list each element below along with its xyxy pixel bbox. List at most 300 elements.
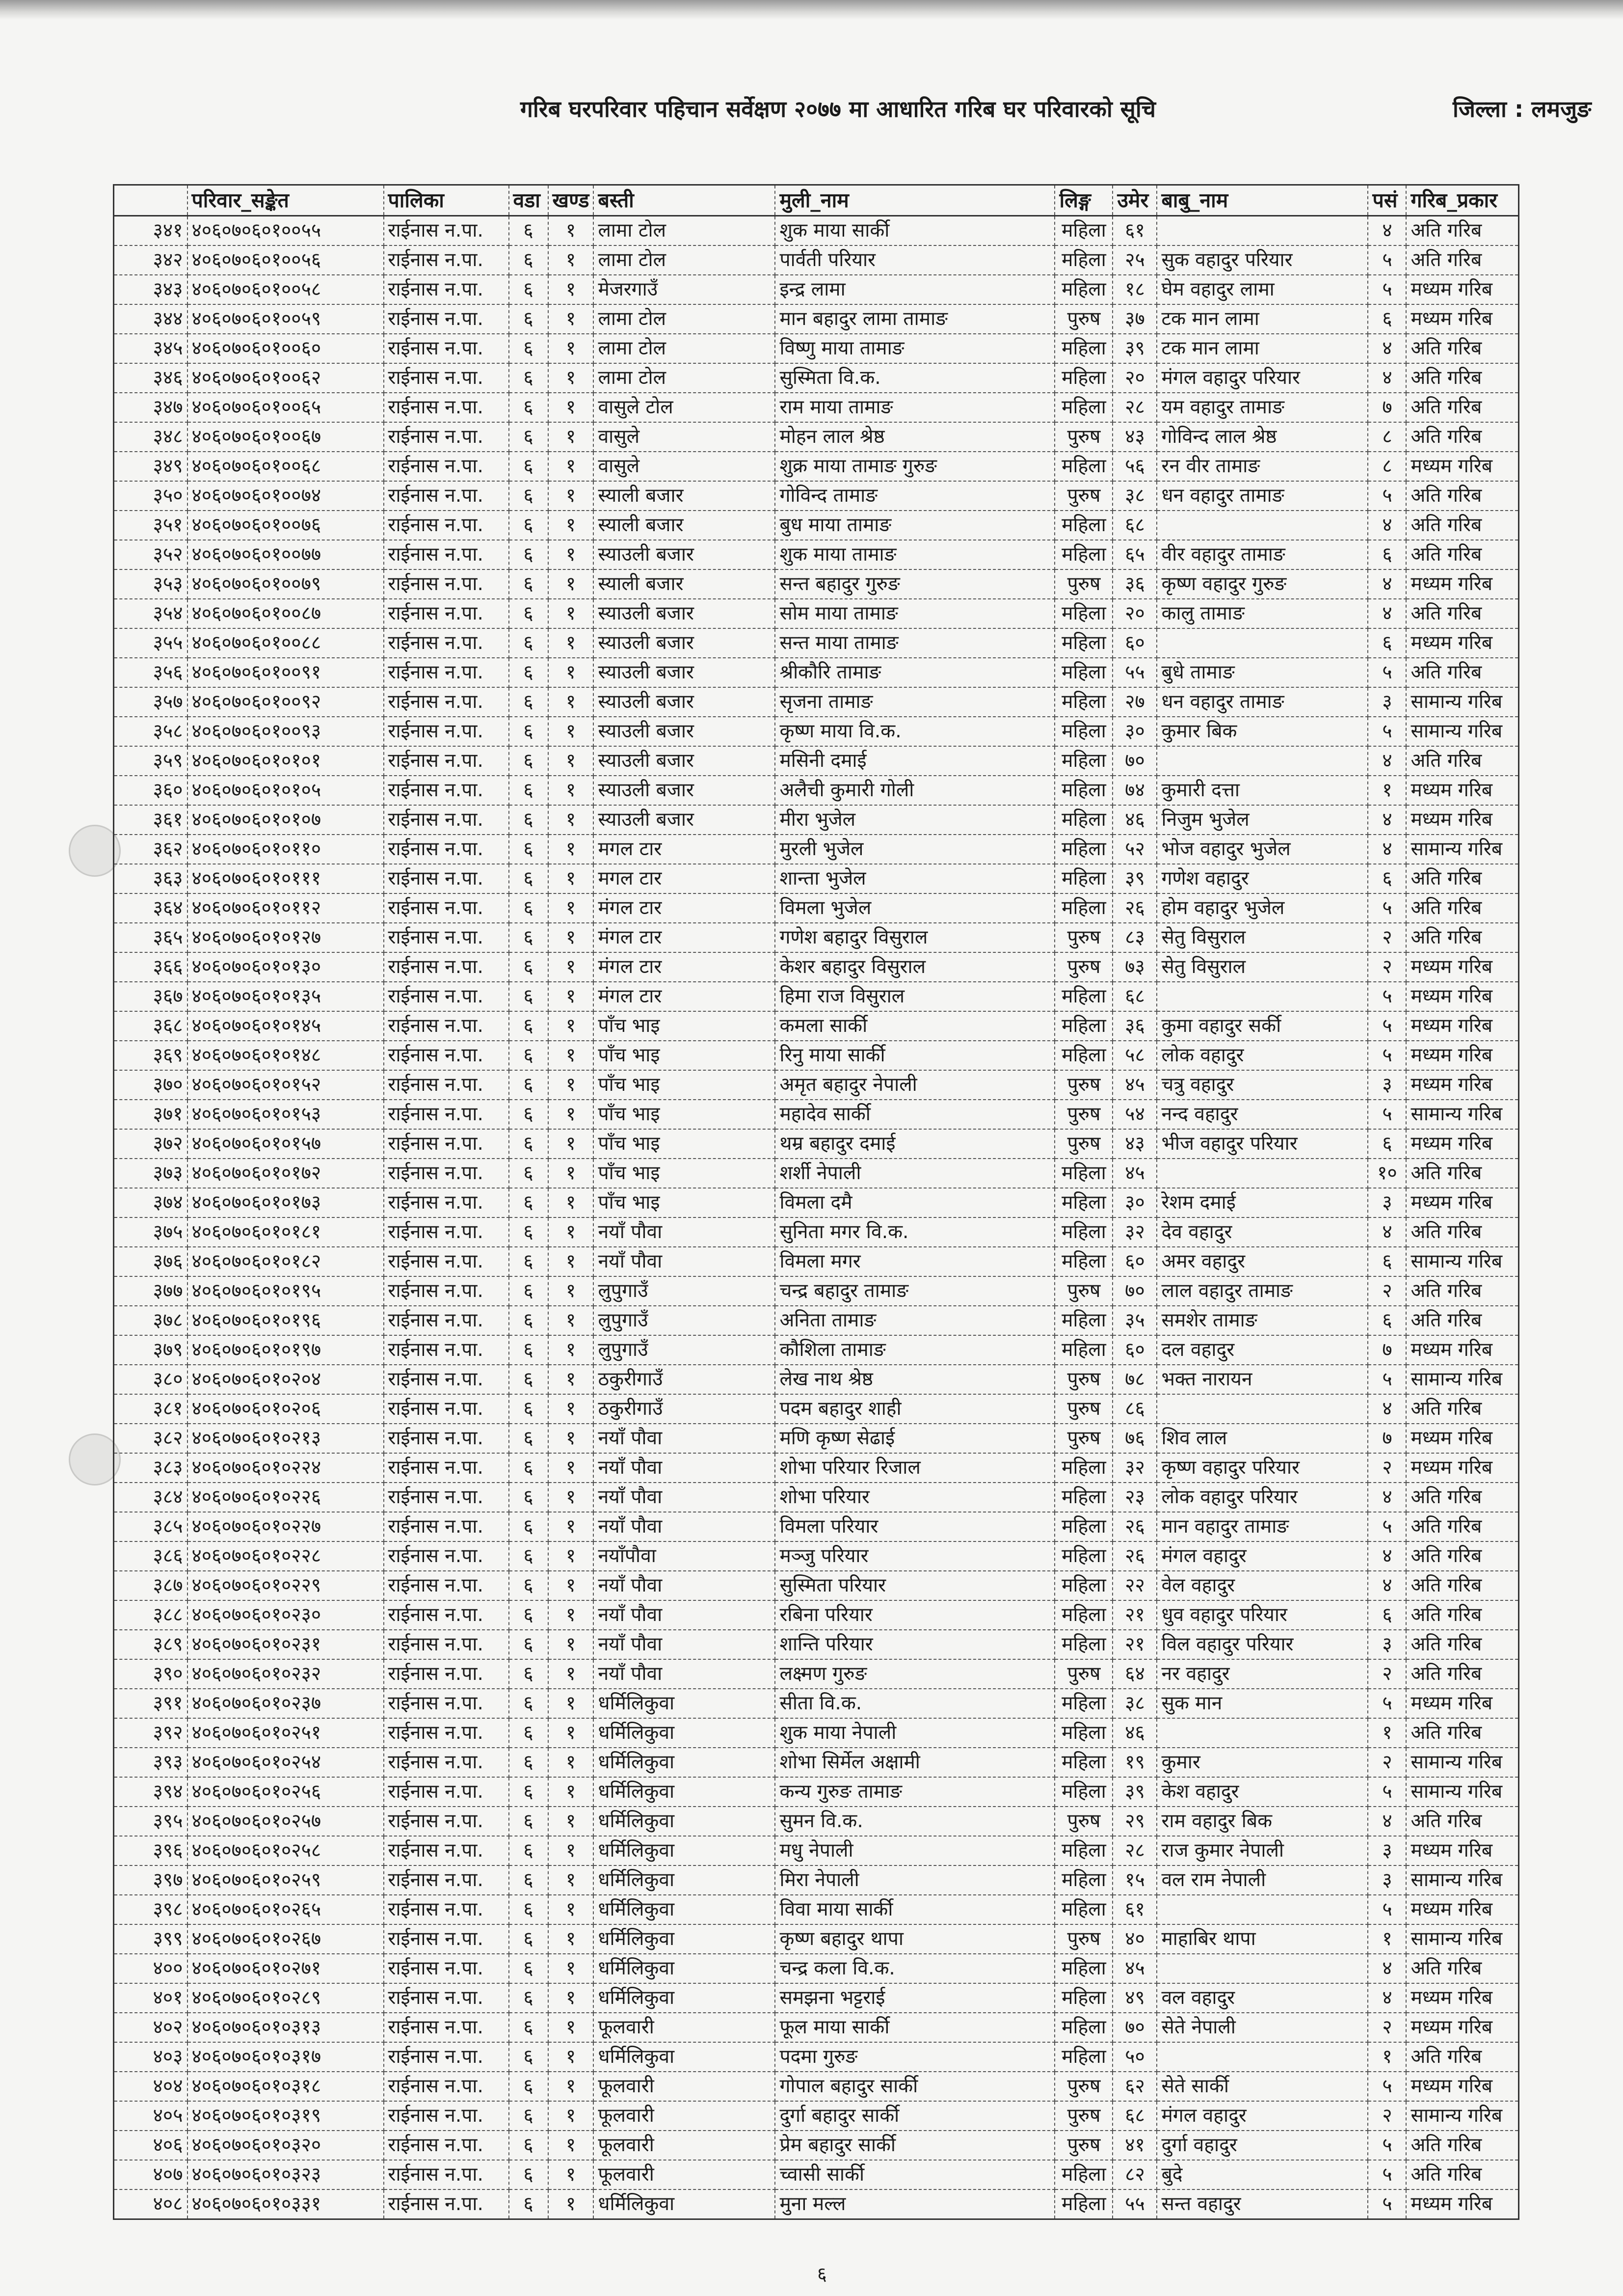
cell-head-name: पदम बहादुर शाही (775, 1394, 1055, 1424)
cell-poverty-type: अति गरिब (1406, 923, 1518, 952)
cell-age: ७६ (1113, 1424, 1157, 1453)
cell-municipality: राईनास न.पा. (384, 1865, 509, 1895)
table-row (114, 2042, 1519, 2072)
cell-serial: ३८९ (114, 1630, 187, 1659)
cell-settlement: पाँच भाइ (593, 1129, 775, 1159)
cell-ward: ६ (509, 1483, 548, 1512)
cell-municipality: राईनास न.पा. (384, 481, 509, 511)
table-row (114, 835, 1519, 864)
cell-municipality: राईनास न.पा. (384, 1070, 509, 1100)
cell-municipality: राईनास न.पा. (384, 599, 509, 628)
cell-family-size: ७ (1368, 1335, 1406, 1365)
cell-ward: ६ (509, 275, 548, 304)
cell-head-name: समझना भट्टराई (775, 1983, 1055, 2013)
cell-gender: महिला (1055, 511, 1113, 540)
cell-head-name: मुरली भुजेल (775, 835, 1055, 864)
cell-age: ३२ (1113, 1453, 1157, 1483)
column-header-settlement: बस्ती (593, 185, 775, 216)
cell-household-code: ४०६०७०६०१०११० (187, 835, 384, 864)
cell-father-name (1157, 628, 1368, 658)
cell-father-name: रन वीर तामाङ (1157, 452, 1368, 481)
cell-gender: महिला (1055, 334, 1113, 363)
cell-age: २६ (1113, 893, 1157, 923)
cell-municipality: राईनास न.पा. (384, 1924, 509, 1954)
cell-head-name: मसिनी दमाई (775, 746, 1055, 776)
cell-serial: ३५७ (114, 687, 187, 717)
cell-block: १ (548, 304, 594, 334)
cell-ward: ६ (509, 1188, 548, 1217)
cell-father-name: वल राम नेपाली (1157, 1865, 1368, 1895)
cell-household-code: ४०६०७०६०१०३१९ (187, 2101, 384, 2131)
cell-age: १५ (1113, 1865, 1157, 1895)
cell-block: १ (548, 658, 594, 687)
cell-serial: ३७६ (114, 1247, 187, 1276)
cell-ward: ६ (509, 2101, 548, 2131)
cell-father-name: धन वहादुर तामाङ (1157, 687, 1368, 717)
cell-gender: पुरुष (1055, 569, 1113, 599)
cell-poverty-type: अति गरिब (1406, 1571, 1518, 1600)
cell-poverty-type: अति गरिब (1406, 1512, 1518, 1541)
cell-municipality: राईनास न.पा. (384, 1306, 509, 1335)
cell-municipality: राईनास न.पा. (384, 1541, 509, 1571)
cell-father-name (1157, 2042, 1368, 2072)
cell-household-code: ४०६०७०६०१०१०७ (187, 805, 384, 835)
cell-municipality: राईनास न.पा. (384, 1807, 509, 1836)
cell-settlement: नयाँ पौवा (593, 1247, 775, 1276)
cell-household-code: ४०६०७०६०१०२५८ (187, 1836, 384, 1865)
table-row (114, 275, 1519, 304)
cell-ward: ६ (509, 1070, 548, 1100)
cell-settlement: लामा टोल (593, 334, 775, 363)
cell-family-size: ५ (1368, 1777, 1406, 1807)
cell-head-name: कौशिला तामाङ (775, 1335, 1055, 1365)
cell-municipality: राईनास न.पा. (384, 2160, 509, 2189)
cell-father-name (1157, 1718, 1368, 1748)
cell-family-size: ५ (1368, 1041, 1406, 1070)
cell-serial: ३५८ (114, 717, 187, 746)
cell-family-size: ४ (1368, 1983, 1406, 2013)
cell-block: १ (548, 275, 594, 304)
cell-household-code: ४०६०७०६०१०२२९ (187, 1571, 384, 1600)
cell-poverty-type: अति गरिब (1406, 1394, 1518, 1424)
cell-ward: ६ (509, 599, 548, 628)
cell-head-name: महादेव सार्की (775, 1100, 1055, 1129)
cell-age: २२ (1113, 1571, 1157, 1600)
cell-family-size: ३ (1368, 1630, 1406, 1659)
cell-serial: ३५९ (114, 746, 187, 776)
cell-ward: ६ (509, 1571, 548, 1600)
cell-household-code: ४०६०७०६०१०२२८ (187, 1541, 384, 1571)
cell-poverty-type: मध्यम गरिब (1406, 1983, 1518, 2013)
cell-poverty-type: मध्यम गरिब (1406, 1836, 1518, 1865)
cell-head-name: प्रेम बहादुर सार्की (775, 2131, 1055, 2160)
cell-age: २१ (1113, 1630, 1157, 1659)
cell-poverty-type: अति गरिब (1406, 334, 1518, 363)
cell-gender: पुरुष (1055, 1100, 1113, 1129)
cell-head-name: मान बहादुर लामा तामाङ (775, 304, 1055, 334)
cell-family-size: ३ (1368, 687, 1406, 717)
cell-gender: महिला (1055, 1983, 1113, 2013)
cell-ward: ६ (509, 1129, 548, 1159)
table-row (114, 1453, 1519, 1483)
cell-household-code: ४०६०७०६०१०२३० (187, 1600, 384, 1630)
cell-household-code: ४०६०७०६०१०१३५ (187, 982, 384, 1011)
cell-age: ६१ (1113, 216, 1157, 246)
cell-household-code: ४०६०७०६०१०२२६ (187, 1483, 384, 1512)
district-label: जिल्ला : लमजुङ (1453, 96, 1592, 122)
cell-serial: ३९३ (114, 1748, 187, 1777)
cell-father-name: कुमार बिक (1157, 717, 1368, 746)
cell-serial: ३६५ (114, 923, 187, 952)
cell-head-name: सन्त बहादुर गुरुङ (775, 569, 1055, 599)
table-row (114, 717, 1519, 746)
cell-settlement: पाँच भाइ (593, 1188, 775, 1217)
cell-age: २८ (1113, 393, 1157, 422)
cell-serial: ३४९ (114, 452, 187, 481)
cell-household-code: ४०६०७०६०१००७९ (187, 569, 384, 599)
cell-head-name: मञ्जु परियार (775, 1541, 1055, 1571)
cell-family-size: २ (1368, 1453, 1406, 1483)
cell-gender: पुरुष (1055, 2072, 1113, 2101)
cell-block: १ (548, 1070, 594, 1100)
cell-municipality: राईनास न.पा. (384, 1895, 509, 1924)
cell-municipality: राईनास न.पा. (384, 393, 509, 422)
cell-ward: ६ (509, 481, 548, 511)
cell-gender: महिला (1055, 1865, 1113, 1895)
cell-ward: ६ (509, 1159, 548, 1188)
cell-age: ३० (1113, 717, 1157, 746)
cell-gender: महिला (1055, 540, 1113, 569)
cell-household-code: ४०६०७०६०१००९२ (187, 687, 384, 717)
cell-ward: ६ (509, 893, 548, 923)
cell-household-code: ४०६०७०६०१००५९ (187, 304, 384, 334)
cell-head-name: थम्र बहादुर दमाई (775, 1129, 1055, 1159)
cell-age: ३२ (1113, 1217, 1157, 1247)
cell-head-name: विमला दमै (775, 1188, 1055, 1217)
cell-household-code: ४०६०७०६०१०१८१ (187, 1217, 384, 1247)
cell-family-size: ६ (1368, 540, 1406, 569)
cell-family-size: २ (1368, 1276, 1406, 1306)
cell-ward: ६ (509, 1983, 548, 2013)
cell-family-size: २ (1368, 1748, 1406, 1777)
cell-serial: ३५० (114, 481, 187, 511)
cell-poverty-type: सामान्य गरिब (1406, 1777, 1518, 1807)
cell-age: ५६ (1113, 452, 1157, 481)
column-header-gender: लिङ्ग (1055, 185, 1113, 216)
cell-serial: ३५५ (114, 628, 187, 658)
cell-block: १ (548, 923, 594, 952)
table-row (114, 363, 1519, 393)
cell-household-code: ४०६०७०६०१०२५६ (187, 1777, 384, 1807)
cell-settlement: लुपुगाउँ (593, 1276, 775, 1306)
cell-block: १ (548, 1483, 594, 1512)
cell-poverty-type: मध्यम गरिब (1406, 569, 1518, 599)
cell-family-size: ५ (1368, 2160, 1406, 2189)
cell-head-name: विमला परियार (775, 1512, 1055, 1541)
cell-municipality: राईनास न.पा. (384, 540, 509, 569)
cell-municipality: राईनास न.पा. (384, 334, 509, 363)
table-row (114, 481, 1519, 511)
cell-poverty-type: अति गरिब (1406, 746, 1518, 776)
table-row (114, 216, 1519, 246)
cell-settlement: पाँच भाइ (593, 1011, 775, 1041)
header-row (114, 185, 1519, 216)
cell-father-name: केश वहादुर (1157, 1777, 1368, 1807)
cell-serial: ३४१ (114, 216, 187, 246)
cell-settlement: लामा टोल (593, 245, 775, 275)
cell-serial: ३९६ (114, 1836, 187, 1865)
cell-gender: महिला (1055, 2160, 1113, 2189)
table-row (114, 1600, 1519, 1630)
cell-municipality: राईनास न.पा. (384, 776, 509, 805)
cell-block: १ (548, 1159, 594, 1188)
cell-family-size: ६ (1368, 1247, 1406, 1276)
cell-settlement: स्याउली बजार (593, 746, 775, 776)
cell-household-code: ४०६०७०६०१०२३७ (187, 1689, 384, 1718)
cell-block: १ (548, 334, 594, 363)
cell-serial: ४०० (114, 1954, 187, 1983)
cell-head-name: राम माया तामाङ (775, 393, 1055, 422)
cell-family-size: ४ (1368, 216, 1406, 246)
cell-municipality: राईनास न.पा. (384, 275, 509, 304)
cell-municipality: राईनास न.पा. (384, 1041, 509, 1070)
cell-household-code: ४०६०७०६०१००५८ (187, 275, 384, 304)
cell-block: १ (548, 1217, 594, 1247)
cell-settlement: धर्मिलिकुवा (593, 1689, 775, 1718)
cell-age: ४० (1113, 1924, 1157, 1954)
cell-age: १९ (1113, 1748, 1157, 1777)
cell-father-name: बुदे (1157, 2160, 1368, 2189)
cell-settlement: स्याउली बजार (593, 658, 775, 687)
cell-family-size: ६ (1368, 864, 1406, 893)
cell-ward: ६ (509, 1630, 548, 1659)
cell-settlement: पाँच भाइ (593, 1070, 775, 1100)
cell-municipality: राईनास न.पा. (384, 1659, 509, 1689)
cell-father-name (1157, 982, 1368, 1011)
cell-gender: महिला (1055, 746, 1113, 776)
cell-poverty-type: मध्यम गरिब (1406, 628, 1518, 658)
cell-poverty-type: मध्यम गरिब (1406, 1070, 1518, 1100)
cell-household-code: ४०६०७०६०१०२२४ (187, 1453, 384, 1483)
cell-household-code: ४०६०७०६०१०२५९ (187, 1865, 384, 1895)
column-header-block: खण्ड (548, 185, 594, 216)
cell-family-size: १ (1368, 1718, 1406, 1748)
cell-household-code: ४०६०७०६०१०१९५ (187, 1276, 384, 1306)
cell-settlement: धर्मिलिकुवा (593, 1807, 775, 1836)
cell-ward: ६ (509, 1217, 548, 1247)
cell-serial: ३९१ (114, 1689, 187, 1718)
cell-block: १ (548, 1718, 594, 1748)
cell-age: १८ (1113, 275, 1157, 304)
cell-family-size: ५ (1368, 1011, 1406, 1041)
cell-age: ८२ (1113, 2160, 1157, 2189)
cell-settlement: मगल टार (593, 835, 775, 864)
cell-father-name: दल वहादुर (1157, 1335, 1368, 1365)
cell-settlement: स्याउली बजार (593, 540, 775, 569)
cell-ward: ६ (509, 805, 548, 835)
cell-father-name: देव वहादुर (1157, 1217, 1368, 1247)
cell-block: १ (548, 1836, 594, 1865)
cell-age: ५४ (1113, 1100, 1157, 1129)
cell-head-name: सोम माया तामाङ (775, 599, 1055, 628)
cell-municipality: राईनास न.पा. (384, 2042, 509, 2072)
cell-ward: ६ (509, 1276, 548, 1306)
cell-block: १ (548, 1777, 594, 1807)
table-row (114, 1247, 1519, 1276)
cell-poverty-type: सामान्य गरिब (1406, 2101, 1518, 2131)
table-row (114, 1129, 1519, 1159)
cell-block: १ (548, 952, 594, 982)
table-row (114, 1365, 1519, 1394)
cell-age: ३६ (1113, 1011, 1157, 1041)
cell-gender: महिला (1055, 1895, 1113, 1924)
cell-family-size: ४ (1368, 511, 1406, 540)
cell-block: १ (548, 1571, 594, 1600)
cell-ward: ६ (509, 1247, 548, 1276)
cell-family-size: ४ (1368, 363, 1406, 393)
cell-head-name: शुक माया सार्की (775, 216, 1055, 246)
cell-settlement: धर्मिलिकुवा (593, 1865, 775, 1895)
cell-poverty-type: अति गरिब (1406, 216, 1518, 246)
cell-settlement: धर्मिलिकुवा (593, 1718, 775, 1748)
cell-ward: ६ (509, 1836, 548, 1865)
cell-block: १ (548, 1011, 594, 1041)
scan-edge-shadow (0, 0, 1623, 20)
table-row (114, 393, 1519, 422)
cell-municipality: राईनास न.पा. (384, 1689, 509, 1718)
cell-age: ३७ (1113, 304, 1157, 334)
cell-age: ६० (1113, 1247, 1157, 1276)
cell-household-code: ४०६०७०६०१०२६७ (187, 1924, 384, 1954)
cell-serial: ३६४ (114, 893, 187, 923)
cell-gender: महिला (1055, 687, 1113, 717)
cell-block: १ (548, 1954, 594, 1983)
cell-family-size: ५ (1368, 893, 1406, 923)
cell-head-name: लक्ष्मण गुरुङ (775, 1659, 1055, 1689)
cell-head-name: कृष्ण माया वि.क. (775, 717, 1055, 746)
cell-father-name: गणेश वहादुर (1157, 864, 1368, 893)
cell-age: ४५ (1113, 1070, 1157, 1100)
cell-municipality: राईनास न.पा. (384, 717, 509, 746)
cell-settlement: लामा टोल (593, 216, 775, 246)
column-header-serial (114, 185, 187, 216)
cell-block: १ (548, 1247, 594, 1276)
cell-ward: ६ (509, 1453, 548, 1483)
table-row (114, 2013, 1519, 2042)
cell-household-code: ४०६०७०६०१०२८९ (187, 1983, 384, 2013)
cell-municipality: राईनास न.पा. (384, 2101, 509, 2131)
cell-block: १ (548, 1659, 594, 1689)
cell-age: ८६ (1113, 1394, 1157, 1424)
cell-family-size: ५ (1368, 1895, 1406, 1924)
cell-settlement: लुपुगाउँ (593, 1335, 775, 1365)
cell-settlement: धर्मिलिकुवा (593, 1836, 775, 1865)
cell-settlement: लुपुगाउँ (593, 1306, 775, 1335)
cell-municipality: राईनास न.पा. (384, 1365, 509, 1394)
cell-municipality: राईनास न.पा. (384, 2013, 509, 2042)
cell-block: १ (548, 1276, 594, 1306)
cell-poverty-type: अति गरिब (1406, 1541, 1518, 1571)
cell-block: १ (548, 1924, 594, 1954)
cell-serial: ३७८ (114, 1306, 187, 1335)
cell-serial: ४०१ (114, 1983, 187, 2013)
cell-head-name: विवा माया सार्की (775, 1895, 1055, 1924)
cell-age: ४५ (1113, 1954, 1157, 1983)
cell-serial: ३७५ (114, 1217, 187, 1247)
cell-head-name: शान्ति परियार (775, 1630, 1055, 1659)
cell-family-size: २ (1368, 1659, 1406, 1689)
cell-head-name: फूल माया सार्की (775, 2013, 1055, 2042)
cell-settlement: स्याउली बजार (593, 717, 775, 746)
table-row (114, 245, 1519, 275)
cell-municipality: राईनास न.पा. (384, 216, 509, 246)
cell-block: १ (548, 687, 594, 717)
cell-gender: महिला (1055, 1512, 1113, 1541)
cell-poverty-type: अति गरिब (1406, 2042, 1518, 2072)
cell-block: १ (548, 1807, 594, 1836)
cell-poverty-type: अति गरिब (1406, 540, 1518, 569)
cell-age: २९ (1113, 1807, 1157, 1836)
cell-age: ३० (1113, 1188, 1157, 1217)
table-row (114, 1100, 1519, 1129)
cell-age: ६० (1113, 628, 1157, 658)
cell-household-code: ४०६०७०६०१०१९६ (187, 1306, 384, 1335)
cell-family-size: ४ (1368, 1541, 1406, 1571)
cell-settlement: स्याउली बजार (593, 628, 775, 658)
cell-poverty-type: अति गरिब (1406, 1600, 1518, 1630)
cell-family-size: ६ (1368, 304, 1406, 334)
cell-block: १ (548, 717, 594, 746)
cell-household-code: ४०६०७०६०१०२०६ (187, 1394, 384, 1424)
cell-gender: महिला (1055, 216, 1113, 246)
cell-poverty-type: अति गरिब (1406, 1718, 1518, 1748)
cell-municipality: राईनास न.पा. (384, 245, 509, 275)
cell-block: १ (548, 2042, 594, 2072)
cell-gender: महिला (1055, 1217, 1113, 1247)
cell-settlement: मंगल टार (593, 893, 775, 923)
cell-father-name: भक्त नारायन (1157, 1365, 1368, 1394)
cell-father-name: लाल वहादुर तामाङ (1157, 1276, 1368, 1306)
cell-block: १ (548, 2131, 594, 2160)
cell-municipality: राईनास न.पा. (384, 1748, 509, 1777)
cell-age: २० (1113, 599, 1157, 628)
cell-gender: महिला (1055, 1836, 1113, 1865)
cell-ward: ६ (509, 304, 548, 334)
cell-gender: महिला (1055, 776, 1113, 805)
cell-gender: पुरुष (1055, 923, 1113, 952)
cell-family-size: १० (1368, 1159, 1406, 1188)
cell-settlement: नयाँ पौवा (593, 1659, 775, 1689)
cell-gender: महिला (1055, 1571, 1113, 1600)
cell-gender: महिला (1055, 363, 1113, 393)
cell-poverty-type: मध्यम गरिब (1406, 2072, 1518, 2101)
cell-family-size: ६ (1368, 628, 1406, 658)
cell-household-code: ४०६०७०६०१०३३१ (187, 2189, 384, 2219)
cell-serial: ३६० (114, 776, 187, 805)
cell-father-name: कुमा वहादुर सर्की (1157, 1011, 1368, 1041)
table-row (114, 1041, 1519, 1070)
cell-municipality: राईनास न.पा. (384, 1129, 509, 1159)
cell-father-name: सेते सार्की (1157, 2072, 1368, 2101)
cell-age: ४५ (1113, 1159, 1157, 1188)
cell-age: ४३ (1113, 1129, 1157, 1159)
cell-father-name: शिव लाल (1157, 1424, 1368, 1453)
cell-gender: पुरुष (1055, 1276, 1113, 1306)
cell-poverty-type: मध्यम गरिब (1406, 805, 1518, 835)
cell-municipality: राईनास न.पा. (384, 2072, 509, 2101)
cell-block: १ (548, 1512, 594, 1541)
cell-settlement: नयाँ पौवा (593, 1217, 775, 1247)
